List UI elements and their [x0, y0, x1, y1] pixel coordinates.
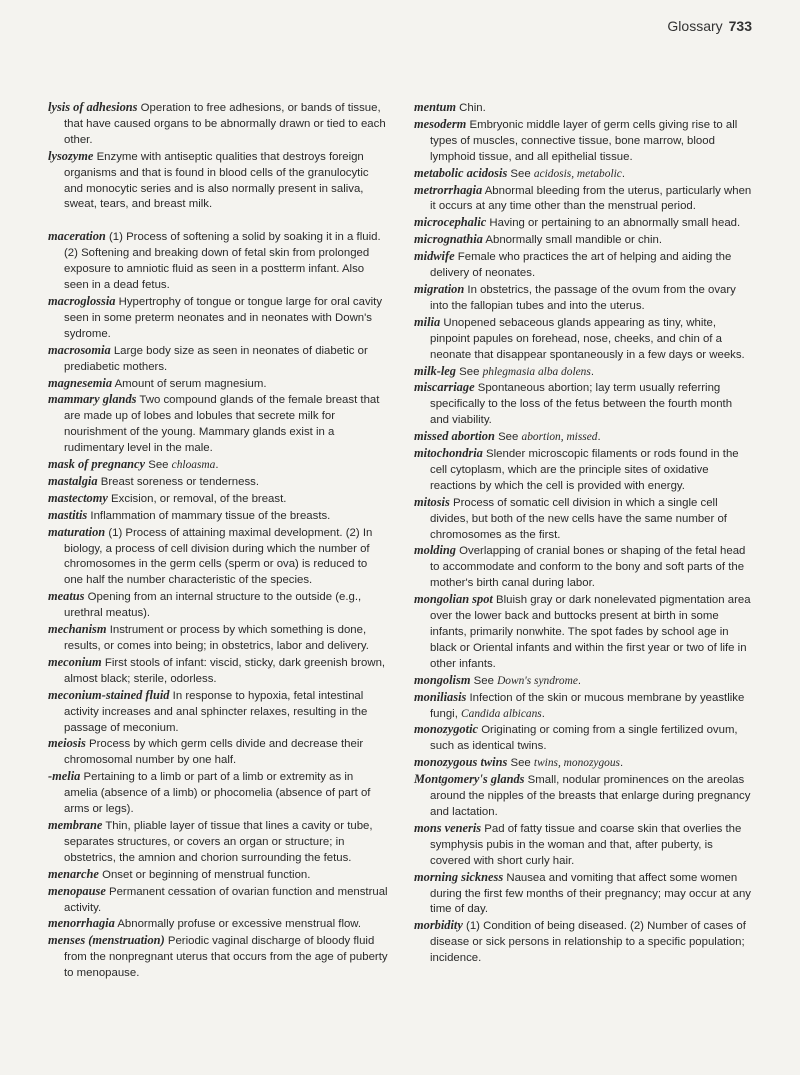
- glossary-entry: [414, 183, 754, 216]
- glossary-entry: [414, 722, 754, 755]
- glossary-entry: [48, 376, 388, 393]
- cross-reference: Down's syndrome: [497, 674, 578, 687]
- glossary-entry: [414, 215, 754, 232]
- glossary-entry: [414, 117, 754, 166]
- glossary-definition: Two compound glands of the female breast that are made up of lobes and lobules that secrete milk for nourishment of the young. Mammary glands exist in a rudimentary level in the male.: [64, 394, 380, 455]
- glossary-definition: See: [470, 674, 498, 687]
- glossary-definition: First stools of infant: viscid, sticky, dark greenish brown, almost black; sterile, odorless.: [64, 656, 386, 685]
- glossary-entry: [414, 772, 754, 821]
- glossary-entry: [48, 769, 388, 818]
- glossary-definition-end: .: [620, 757, 624, 770]
- glossary-definition-end: .: [621, 167, 625, 180]
- glossary-term: mons veneris: [414, 820, 482, 835]
- glossary-entry: [414, 166, 754, 183]
- glossary-term: metabolic acidosis: [414, 165, 508, 180]
- glossary-definition: Inflammation of mammary tissue of the breasts.: [87, 509, 331, 522]
- glossary-definition: Nausea and vomiting that affect some women during the first few months of their pregnancy; may occur at any time of day.: [430, 871, 751, 916]
- glossary-term: mastalgia: [48, 473, 98, 488]
- page-number: 733: [728, 18, 752, 34]
- glossary-column-right: [414, 100, 754, 967]
- glossary-term: mask of pregnancy: [48, 457, 146, 472]
- glossary-term: -melia: [48, 769, 81, 784]
- glossary-entry: [48, 622, 388, 655]
- glossary-term: meconium-stained fluid: [48, 687, 170, 702]
- glossary-definition: Permanent cessation of ovarian function and menstrual activity.: [64, 885, 388, 914]
- glossary-definition: Slender microscopic filaments or rods found in the cell cytoplasm, which are the principle sites of oxidative reactions by which the cell is provided with energy.: [430, 448, 739, 492]
- glossary-entry: [414, 282, 754, 315]
- glossary-definition: Onset or beginning of menstrual function.: [98, 868, 311, 881]
- glossary-entry: [414, 100, 754, 117]
- glossary-term: macrosomia: [48, 342, 111, 357]
- glossary-entry: [48, 149, 388, 214]
- glossary-entry: [48, 457, 388, 474]
- glossary-definition: Excision, or removal, of the breast.: [107, 492, 287, 505]
- glossary-entry: [414, 232, 754, 249]
- glossary-definition: Abnormally profuse or excessive menstrual flow.: [114, 918, 362, 931]
- glossary-entry: [48, 100, 388, 149]
- glossary-term: menses (menstruation): [48, 933, 165, 948]
- glossary-definition: Pertaining to a limb or part of a limb or extremity as in amelia (absence of a limb) or phocomelia (absence of part of arms or legs).: [64, 771, 371, 816]
- glossary-term: microcephalic: [414, 215, 487, 230]
- glossary-entry: [414, 249, 754, 282]
- glossary-definition: Process by which germ cells divide and decrease their chromosomal number by one half.: [64, 738, 364, 767]
- glossary-term: mechanism: [48, 622, 107, 637]
- glossary-term: menorrhagia: [48, 916, 115, 931]
- glossary-definition: Overlapping of cranial bones or shaping of the fetal head to accommodate and conform to the bony and soft parts of the mother's birth canal during labor.: [430, 545, 746, 590]
- glossary-term: morning sickness: [414, 869, 504, 884]
- glossary-entry: [414, 315, 754, 364]
- glossary-definition-end: .: [215, 459, 219, 472]
- glossary-term: micrognathia: [414, 232, 483, 247]
- glossary-term: maceration: [48, 229, 106, 244]
- glossary-entry: [48, 525, 388, 590]
- glossary-entry: [414, 870, 754, 919]
- glossary-definition: Thin, pliable layer of tissue that lines a cavity or tube, separates structures, or covers an organ or structure; in obstetrics, the amnion and chorion surrounding the fetus.: [64, 819, 373, 864]
- glossary-term: mitosis: [414, 494, 450, 509]
- glossary-term: menarche: [48, 866, 99, 881]
- glossary-entry: [48, 655, 388, 688]
- glossary-definition: Pad of fatty tissue and coarse skin that overlies the symphysis pubis in the woman and that, after puberty, is covered with short curly hair.: [430, 822, 742, 867]
- glossary-entry: [48, 491, 388, 508]
- glossary-term: meatus: [48, 589, 85, 604]
- glossary-term: meconium: [48, 654, 102, 669]
- glossary-definition: Abnormal bleeding from the uterus, particularly when it occurs at any time other than the menstrual period.: [430, 184, 752, 213]
- glossary-definition: Enzyme with antiseptic qualities that destroys foreign organisms and that is found in blood cells of the granulocytic and monocytic series and is also normally present in saliva, sweat, tears, and breast milk.: [64, 150, 369, 211]
- glossary-entry: [48, 294, 388, 343]
- glossary-entry: [48, 818, 388, 867]
- glossary-term: menopause: [48, 883, 106, 898]
- glossary-term: midwife: [414, 249, 455, 264]
- cross-reference: abortion, missed: [521, 431, 598, 444]
- glossary-definition: Amount of serum magnesium.: [112, 377, 267, 390]
- running-header: [667, 18, 752, 34]
- glossary-entry: [48, 508, 388, 525]
- glossary-definition: Abnormally small mandible or chin.: [482, 234, 663, 247]
- glossary-entry: [414, 755, 754, 772]
- glossary-term: mongolian spot: [414, 592, 493, 607]
- glossary-entry: [48, 343, 388, 376]
- glossary-term: migration: [414, 281, 465, 296]
- glossary-term: missed abortion: [414, 429, 495, 444]
- glossary-term: mentum: [414, 100, 456, 114]
- cross-reference: chloasma: [171, 459, 216, 472]
- cross-reference: Candida albicans: [461, 707, 542, 720]
- glossary-definition: Spontaneous abortion; lay term usually referring specifically to the loss of the fetus between the fourth month and viability.: [430, 382, 733, 427]
- glossary-entry: [414, 429, 754, 446]
- glossary-definition: Large body size as seen in neonates of diabetic or prediabetic mothers.: [64, 344, 368, 373]
- cross-reference: phlegmasia alba dolens: [482, 365, 591, 378]
- glossary-entry: [48, 688, 388, 737]
- glossary-term: milk-leg: [414, 363, 456, 378]
- glossary-term: moniliasis: [414, 689, 467, 704]
- glossary-entry: [48, 933, 388, 982]
- glossary-term: monozygotic: [414, 722, 479, 737]
- glossary-entry: [414, 380, 754, 429]
- glossary-entry: [414, 821, 754, 870]
- glossary-term: morbidity: [414, 918, 463, 933]
- glossary-definition: (1) Condition of being diseased. (2) Number of cases of disease or sick persons in relationship to a specific population; incidence.: [430, 920, 746, 965]
- glossary-entry: [48, 589, 388, 622]
- glossary-definition: Periodic vaginal discharge of bloody fluid from the nonpregnant uterus that occurs from the age of puberty to menopause.: [64, 935, 388, 980]
- glossary-term: mastitis: [48, 507, 88, 522]
- glossary-definition: Having or pertaining to an abnormally small head.: [486, 217, 741, 230]
- glossary-term: membrane: [48, 817, 103, 832]
- glossary-entry: [48, 884, 388, 917]
- glossary-definition: Originating or coming from a single fertilized ovum, such as identical twins.: [430, 724, 738, 753]
- glossary-term: mastectomy: [48, 490, 108, 505]
- glossary-definition: (1) Process of softening a solid by soaking it in a fluid. (2) Softening and breaking down of fetal skin from prolonged exposure to amniotic fluid as seen in a postterm infant. Also seen in a dead fetus.: [64, 231, 381, 292]
- glossary-term: miscarriage: [414, 380, 475, 395]
- glossary-definition: Unopened sebaceous glands appearing as tiny, white, pinpoint papules on forehead, nose, cheeks, and chin of a neonate that disappear spontaneously in a few days or weeks.: [430, 316, 745, 361]
- glossary-term: maturation: [48, 524, 106, 539]
- glossary-definition: Infection of the skin or mucous membrane by yeastlike fungi,: [430, 691, 745, 720]
- glossary-definition-end: .: [541, 707, 545, 720]
- glossary-definition: See: [507, 757, 534, 770]
- glossary-term: magnesemia: [48, 375, 113, 390]
- glossary-definition: Embryonic middle layer of germ cells giving rise to all types of muscles, connective tissue, bone marrow, blood lymphoid tissue, and all epithelial tissue.: [430, 118, 738, 163]
- glossary-definition: Female who practices the art of helping and aiding the delivery of neonates.: [430, 251, 732, 280]
- glossary-entry: [414, 690, 754, 723]
- glossary-definition: See: [455, 365, 483, 378]
- glossary-definition-end: .: [590, 365, 594, 378]
- glossary-definition: (1) Process of attaining maximal development. (2) In biology, a process of cell division during which the number of chromosomes in the germ cells (sperm or ova) is reduced to one half the number characteristic of the species.: [64, 526, 373, 587]
- header-title: Glossary: [667, 18, 723, 34]
- glossary-term: lysozyme: [48, 148, 94, 163]
- glossary-term: milia: [414, 314, 441, 329]
- glossary-definition: In response to hypoxia, fetal intestinal activity increases and anal sphincter relaxes, resulting in the passage of meconium.: [64, 689, 368, 734]
- glossary-definition: Operation to free adhesions, or bands of tissue, that have caused organs to be abnormally drawn or tied to each other.: [64, 102, 386, 146]
- glossary-term: mesoderm: [414, 116, 467, 131]
- glossary-entry: [414, 446, 754, 495]
- glossary-entry: [414, 364, 754, 381]
- glossary-definition: Opening from an internal structure to the outside (e.g., urethral meatus).: [64, 591, 362, 620]
- glossary-definition-end: .: [577, 674, 582, 687]
- glossary-entry: [48, 867, 388, 884]
- glossary-definition: In obstetrics, the passage of the ovum from the ovary into the fallopian tubes and into the uterus.: [430, 283, 736, 312]
- glossary-definition: Small, nodular prominences on the areolas around the nipples of the breasts that enlarge during pregnancy and lactation.: [430, 774, 751, 818]
- glossary-entry: [414, 495, 754, 544]
- glossary-definition: Hypertrophy of tongue or tongue large for oral cavity seen in some preterm neonates and in neonates with Down's sydrome.: [64, 295, 383, 340]
- glossary-entry: [414, 673, 754, 690]
- glossary-entry: [48, 736, 388, 769]
- glossary-definition-end: .: [597, 431, 601, 444]
- glossary-definition: Bluish gray or dark nonelevated pigmentation area over the lower back and buttocks present at birth in some infants, primarily nonwhite. The spot fades by school age in black or Oriental infants and within the first year or two of life in other infants.: [430, 594, 751, 670]
- glossary-definition: Chin.: [456, 102, 486, 114]
- glossary-definition: Breast soreness or tenderness.: [97, 475, 260, 488]
- glossary-definition: Process of somatic cell division in which a single cell divides, but both of the new cells have the same number of chromosomes as the first.: [430, 496, 727, 541]
- glossary-entry: [414, 918, 754, 967]
- glossary-entry: [48, 916, 388, 933]
- glossary-entry: [48, 392, 388, 457]
- glossary-term: lysis of adhesions: [48, 100, 138, 114]
- glossary-entry: [414, 592, 754, 673]
- glossary-term: Montgomery's glands: [414, 772, 525, 787]
- glossary-term: metrorrhagia: [414, 182, 483, 197]
- glossary-entry: [48, 229, 388, 294]
- glossary-entry: [414, 543, 754, 592]
- glossary-term: macroglossia: [48, 293, 116, 308]
- glossary-term: molding: [414, 543, 456, 558]
- glossary-definition: See: [494, 431, 522, 444]
- glossary-definition: See: [507, 167, 534, 180]
- glossary-definition: Instrument or process by which something is done, results, or comes into being; in obstetrics, labor and delivery.: [64, 624, 369, 652]
- cross-reference: acidosis, metabolic: [533, 167, 622, 180]
- glossary-definition: See: [145, 459, 172, 472]
- glossary-term: monozygous twins: [414, 755, 508, 770]
- glossary-term: mitochondria: [414, 446, 483, 461]
- glossary-term: mammary glands: [48, 392, 137, 407]
- glossary-column-left: [48, 100, 388, 982]
- glossary-entry: [48, 474, 388, 491]
- glossary-term: mongolism: [414, 672, 471, 687]
- cross-reference: twins, monozygous: [533, 757, 620, 770]
- glossary-term: meiosis: [48, 736, 86, 751]
